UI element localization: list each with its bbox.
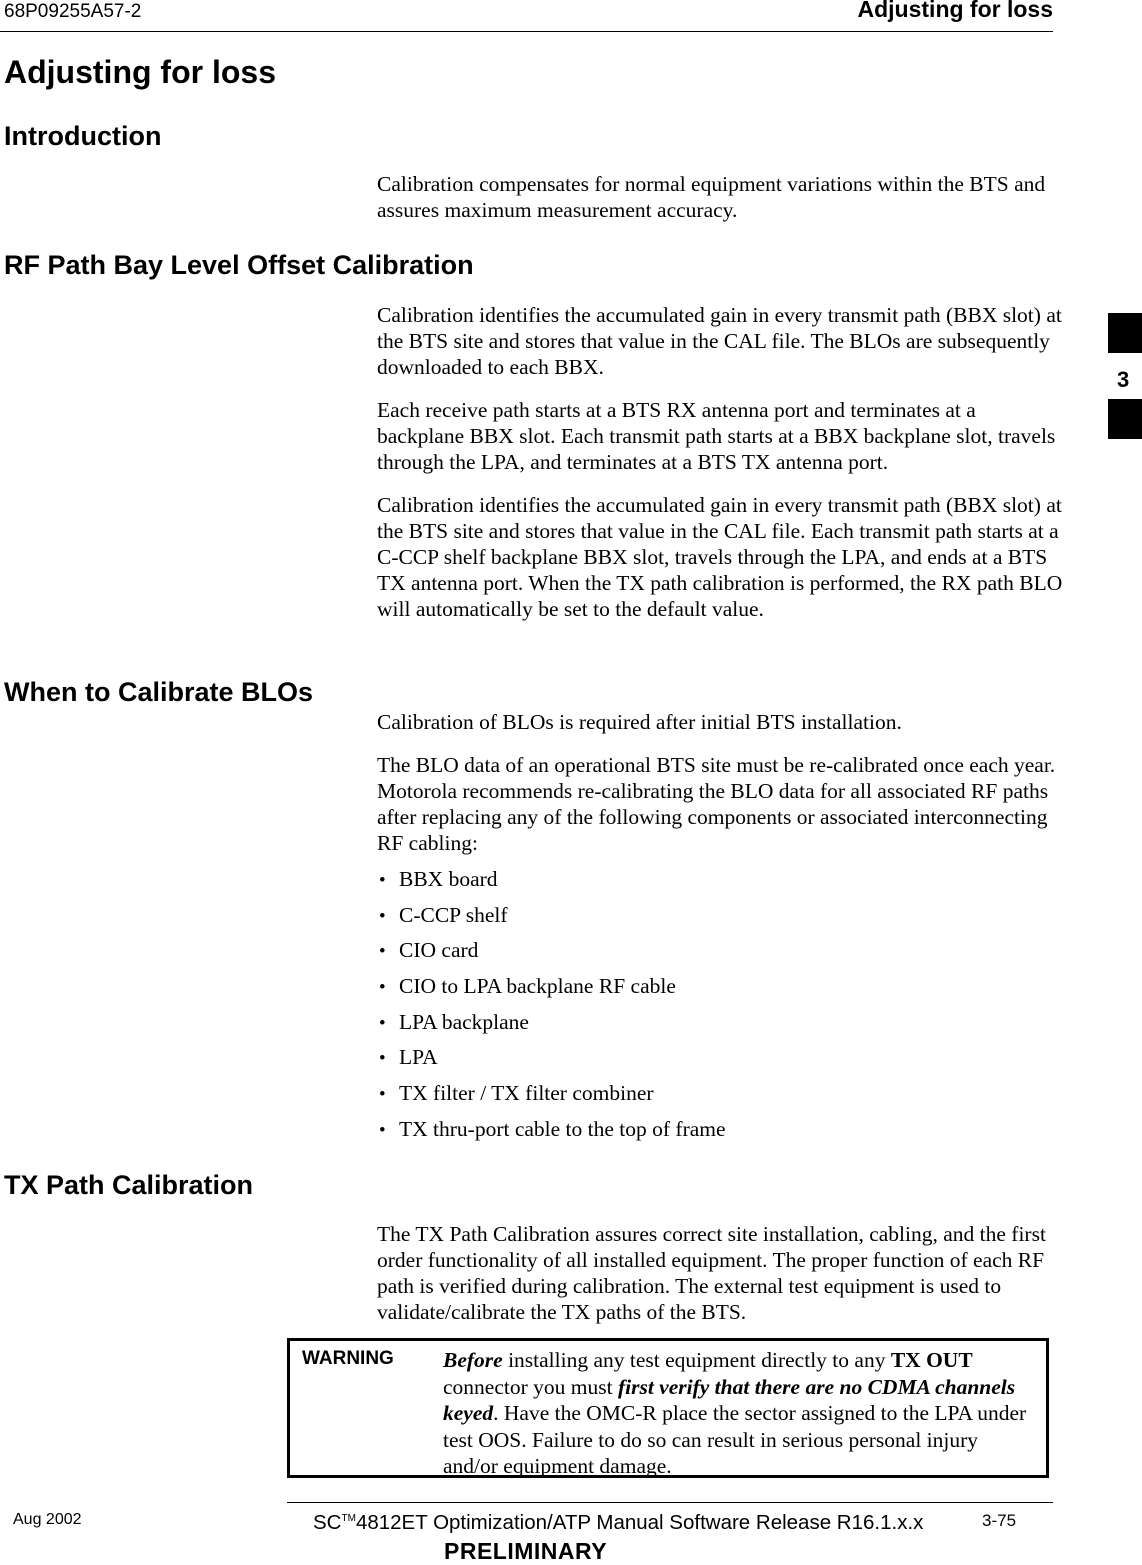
list-item: • TX filter / TX filter combiner	[379, 1080, 726, 1116]
bullet-icon: •	[379, 1084, 386, 1106]
list-item: • CIO card	[379, 937, 726, 973]
footer-page-number: 3-75	[982, 1511, 1017, 1530]
bullet-icon: •	[379, 941, 386, 963]
list-item: • LPA	[379, 1044, 726, 1080]
paragraph-introduction: Calibration compensates for normal equipment variations within the BTS and assures maximum measurement accuracy.	[377, 172, 1046, 222]
bullet-icon: •	[379, 1048, 386, 1070]
heading-rf-path-blo-calibration: RF Path Bay Level Offset Calibration	[4, 250, 474, 280]
bullet-icon: •	[379, 977, 386, 999]
paragraph-when-to-calibrate-2: The BLO data of an operational BTS site must be re-calibrated once each year. Motorola recommends re-calibrating the BLO data for all associated RF paths after replacing any of the following components or associated interconnecting RF cabling:	[377, 753, 1056, 855]
heading-tx-path-calibration: TX Path Calibration	[4, 1170, 254, 1200]
paragraph-rf-path-1: Calibration identifies the accumulated gain in every transmit path (BBX slot) at the BTS site and stores that value in the CAL file. The BLOs are subsequently downloaded to each BBX.	[377, 303, 1062, 379]
paragraph-rf-path-2: Each receive path starts at a BTS RX antenna port and terminates at a backplane BBX slot. Each transmit path starts at a BBX backplane slot, travels through the LPA, and terminates at a BTS TX antenna port.	[377, 398, 1056, 474]
list-item: • LPA backplane	[379, 1009, 726, 1045]
trademark-symbol: TM	[341, 1513, 356, 1524]
warning-text: Before installing any test equipment directly to any TX OUT connector you must first verify that there are no CDMA channels keyed. Have the OMC-R place the sector assigned to the LPA under test OOS. Failure to do so can result in serious personal injury and/or equipment damage.	[443, 1348, 1027, 1478]
footer-date: Aug 2002	[13, 1511, 82, 1528]
paragraph-when-to-calibrate-1: Calibration of BLOs is required after initial BTS installation.	[377, 710, 902, 734]
heading-introduction: Introduction	[4, 121, 162, 151]
list-item: • CIO to LPA backplane RF cable	[379, 973, 726, 1009]
heading-when-to-calibrate: When to Calibrate BLOs	[4, 677, 314, 707]
footer-manual-title: SC™4812ET Optimization/ATP Manual Software Release R16.1.x.x	[313, 1511, 924, 1534]
list-item: • BBX board	[379, 866, 726, 902]
list-item: • TX thru-port cable to the top of frame	[379, 1116, 726, 1152]
list-item: • C-CCP shelf	[379, 902, 726, 938]
page-title: Adjusting for loss	[4, 54, 276, 90]
preliminary-label: PRELIMINARY	[444, 1538, 608, 1564]
bullet-icon: •	[379, 1119, 386, 1141]
warning-box	[287, 1338, 1049, 1478]
document-number: 68P09255A57-2	[4, 1, 142, 22]
component-list	[379, 866, 726, 1152]
header-rule	[0, 31, 1053, 32]
chapter-tab-number: 3	[1117, 367, 1130, 392]
running-section-title: Adjusting for loss	[857, 0, 1053, 22]
chapter-tab-bottom-block	[1108, 399, 1142, 439]
bullet-icon: •	[379, 870, 386, 891]
footer-rule	[287, 1502, 1053, 1503]
chapter-tab-top-block	[1108, 313, 1142, 353]
bullet-icon: •	[379, 905, 386, 927]
bullet-icon: •	[379, 1012, 386, 1034]
warning-label: WARNING	[302, 1348, 394, 1369]
paragraph-rf-path-3: Calibration identifies the accumulated gain in every transmit path (BBX slot) at the BTS site and stores that value in the CAL file. Each transmit path starts at a C-CCP shelf backplane BBX slot, travels through the LPA, and ends at a BTS TX antenna port. When the TX path calibration is performed, the RX path BLO will automatically be set to the default value.	[377, 493, 1063, 621]
paragraph-tx-path: The TX Path Calibration assures correct site installation, cabling, and the first order functionality of all installed equipment. The proper function of each RF path is verified during calibration. The external test equipment is used to validate/calibrate the TX paths of the BTS.	[377, 1222, 1046, 1324]
